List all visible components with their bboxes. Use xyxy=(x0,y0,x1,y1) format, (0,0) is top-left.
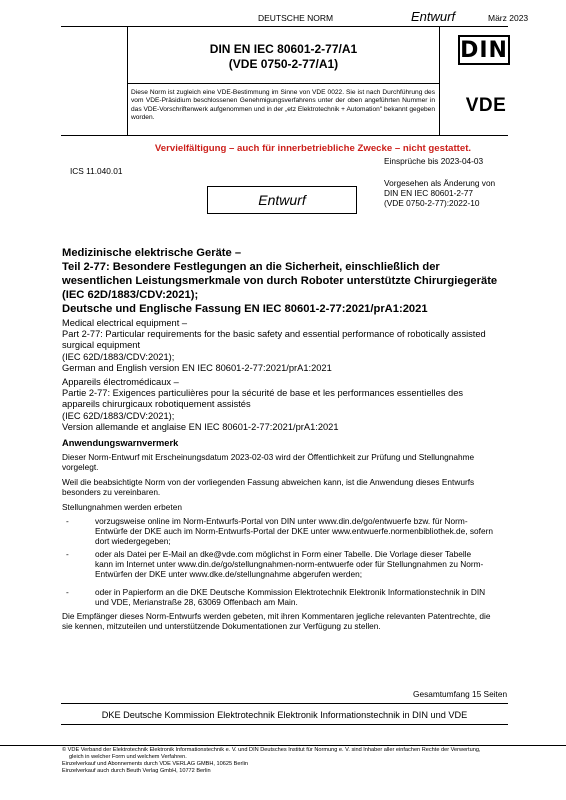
bullet-dash: - xyxy=(66,549,69,559)
copyright-footer xyxy=(62,747,562,775)
german-title-line: (IEC 62D/1883/CDV:2021); xyxy=(62,289,199,301)
din-logo: DIN xyxy=(458,35,510,65)
norm-type: DEUTSCHE NORM xyxy=(258,13,334,23)
bullet-paper xyxy=(95,587,535,607)
english-title-line: surgical equipment xyxy=(62,340,141,351)
draft-box-label: Entwurf xyxy=(258,192,306,208)
english-title-line: Medical electrical equipment – xyxy=(62,318,188,328)
para-line: sie kennen, mitzuteilen und unterstützende Dokumentationen zur Verfügung zu stellen. xyxy=(62,621,381,631)
header-right-divider xyxy=(439,26,440,135)
bullet-line: oder in Papierform an die DKE Deutsche Kommission Elektrotechnik Elektronik Informationstechnik in DIN xyxy=(95,587,486,597)
header-bottom-rule xyxy=(61,135,508,136)
footer-line: Einzelverkauf und Abonnements durch VDE VERLAG GMBH, 10625 Berlin xyxy=(62,761,248,767)
para-line: vorgelegt. xyxy=(62,462,99,472)
vde-notice: Diese Norm ist zugleich eine VDE-Bestimmung im Sinne von VDE 0022. Sie ist nach Durchführung des vom VDE-Präsidium beschlossenen Genehmigungsverfahrens unter der oben angeführten Nummer in das VDE-Vorschriftenwerk aufgenommen und in der „etz Elektrotechnik + Automation" bekannt gegeben worden. xyxy=(131,89,435,121)
header-top-rule xyxy=(61,26,508,27)
para-line: Weil die beabsichtigte Norm von der vorliegenden Fassung abweichen kann, ist die Anwendung dieses Entwurfs xyxy=(62,477,475,487)
german-title xyxy=(62,246,522,316)
ics-code: ICS 11.040.01 xyxy=(70,166,123,176)
patent-rights-para xyxy=(62,611,537,631)
publication-date: März 2023 xyxy=(488,13,529,23)
intended-change xyxy=(384,178,495,208)
committee-bottom-rule xyxy=(61,724,508,725)
footer-line: © VDE Verband der Elektrotechnik Elektronik Informationstechnik e. V. und DIN Deutsches Institut für Normung e. V. sind Inhaber aller einfachen Rechte der Verwertung, xyxy=(62,747,481,753)
french-title-line: Version allemande et anglaise EN IEC 80601-2-77:2021/prA1:2021 xyxy=(62,421,339,432)
intended-change-line3: (VDE 0750-2-77):2022-10 xyxy=(384,198,480,208)
bullet-email xyxy=(95,549,535,579)
comments-requested: Stellungnahmen werden erbeten xyxy=(62,502,182,512)
intended-change-line2: DIN EN IEC 80601-2-77 xyxy=(384,188,474,198)
committee-top-rule xyxy=(61,703,508,704)
committee: DKE Deutsche Kommission Elektrotechnik Elektronik Informationstechnik in DIN und VDE xyxy=(101,710,468,720)
footer-line: gleich in welcher Form und welchem Verfahren. xyxy=(69,754,187,760)
bullet-line: und VDE, Merianstraße 28, 63069 Offenbach am Main. xyxy=(95,597,298,607)
vde-number: (VDE 0750-2-77/A1) xyxy=(228,57,339,71)
bullet-line: Entwürfen der DKE unter www.dke.de/stellungnahme abgerufen werden; xyxy=(95,569,363,579)
german-title-line: wesentlichen Leistungsmerkmale von durch Roboter unterstützte Chirurgiegeräte xyxy=(62,275,498,287)
para-line: Die Empfänger dieses Norm-Entwurfs werden gebeten, mit ihren Kommentaren jegliche relevanten Patentrechte, die xyxy=(62,611,491,621)
bullet-line: dort wiedergegeben; xyxy=(95,536,171,546)
objection-deadline: Einsprüche bis 2023-04-03 xyxy=(384,156,484,166)
french-title-line: (IEC 62D/1883/CDV:2021); xyxy=(62,410,175,421)
footer-rule xyxy=(0,745,566,746)
para-line: Dieser Norm-Entwurf mit Erscheinungsdatum 2023-02-03 wird der Öffentlichkeit zur Prüfung und Stellungnahme xyxy=(62,452,475,462)
total-pages: Gesamtumfang 15 Seiten xyxy=(413,689,508,699)
draft-status-header: Entwurf xyxy=(411,9,456,24)
french-title-line: appareils chirurgicaux robotiquement assistés xyxy=(62,399,251,410)
english-title-line: Part 2-77: Particular requirements for the basic safety and essential performance of robotically assisted xyxy=(62,329,486,340)
bullet-line: oder als Datei per E-Mail an dke@vde.com möglichst in Form einer Tabelle. Die Vorlage dieser Tabelle xyxy=(95,549,472,559)
application-para-1 xyxy=(62,452,532,472)
french-title-line: Partie 2-77: Exigences particulières pour la sécurité de base et les performances essentielles des xyxy=(62,388,464,399)
bullet-line: Entwürfe der DKE auch im Norm-Entwurfs-Portal der DKE unter www.entwuerfe.normenbibliothek.de, sofern xyxy=(95,526,493,536)
french-title-line: Appareils électromédicaux – xyxy=(62,377,179,387)
english-title xyxy=(62,318,532,374)
para-line: besonders zu vereinbaren. xyxy=(62,487,161,497)
english-title-line: (IEC 62D/1883/CDV:2021); xyxy=(62,351,175,362)
french-title xyxy=(62,377,532,433)
draft-box xyxy=(207,186,357,214)
document-number: DIN EN IEC 80601-2-77/A1 xyxy=(209,42,358,56)
title-bottom-rule xyxy=(127,83,439,84)
intended-change-line1: Vorgesehen als Änderung von xyxy=(384,178,496,188)
bullet-line: vorzugsweise online im Norm-Entwurfs-Portal von DIN unter www.din.de/go/entwuerfe bzw. für Norm- xyxy=(95,516,468,526)
german-title-line: Deutsche und Englische Fassung EN IEC 80601-2-77:2021/prA1:2021 xyxy=(62,303,428,315)
german-title-line: Medizinische elektrische Geräte – xyxy=(62,247,242,259)
german-title-line: Teil 2-77: Besondere Festlegungen an die Sicherheit, einschließlich der xyxy=(62,261,440,273)
footer-line: Einzelverkauf auch durch Beuth Verlag GmbH, 10772 Berlin xyxy=(62,768,211,774)
bullet-online-portal xyxy=(95,516,535,546)
application-para-2 xyxy=(62,477,532,497)
english-title-line: German and English version EN IEC 80601-2-77:2021/prA1:2021 xyxy=(62,362,332,373)
bullet-dash: - xyxy=(66,516,69,526)
reproduction-notice: Vervielfältigung – auch für innerbetriebliche Zwecke – nicht gestattet. xyxy=(154,143,472,154)
application-heading: Anwendungswarnvermerk xyxy=(62,438,179,448)
vde-logo: VDE xyxy=(465,95,507,116)
bullet-dash: - xyxy=(66,587,69,597)
document-title xyxy=(128,42,439,72)
bullet-line: kann im Internet unter www.din.de/go/stellungnahmen-norm-entwuerfe oder für Stellungnahmen zu Norm- xyxy=(95,559,484,569)
